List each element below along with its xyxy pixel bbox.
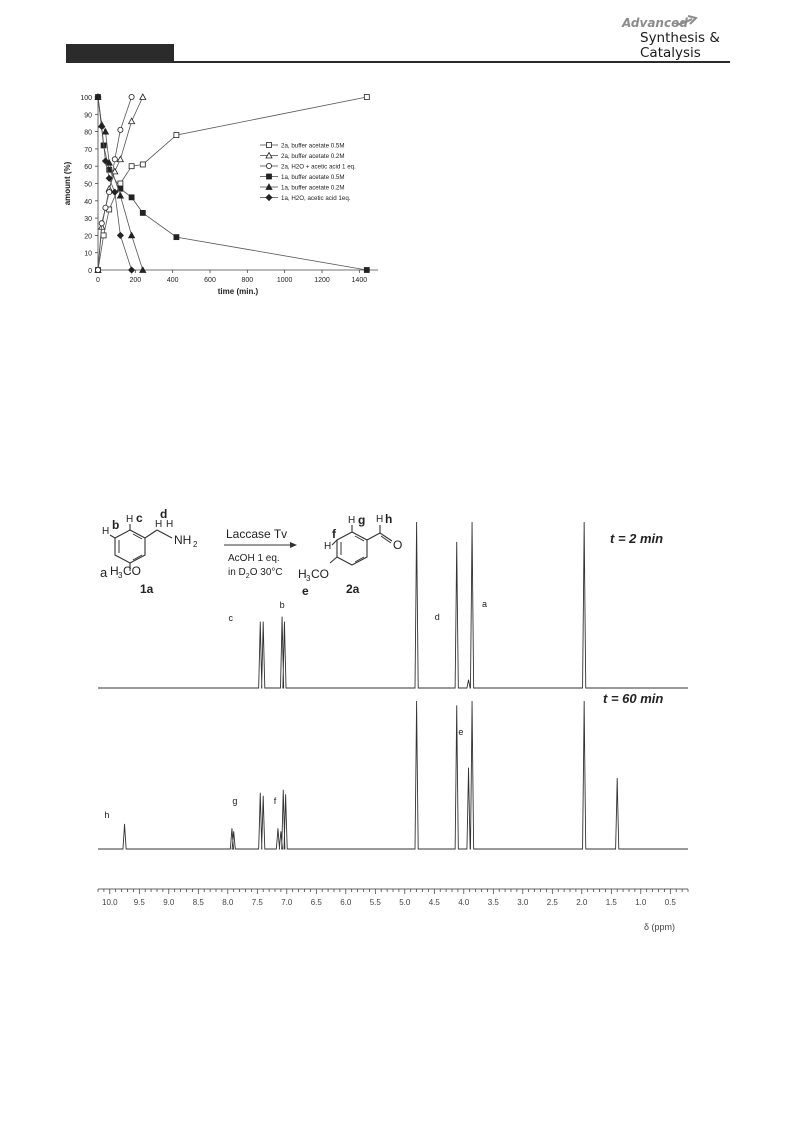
nmr-spectrum-2 (98, 701, 688, 849)
header-bar (66, 44, 174, 61)
y-tick-label: 20 (84, 233, 92, 241)
series-1 (96, 95, 370, 273)
label-a: a (100, 565, 108, 580)
ppm-tick-label: 9.0 (163, 898, 175, 907)
substrate-h-d2: H (166, 519, 174, 530)
product-label: 2a (346, 582, 360, 596)
reaction-scheme (100, 507, 402, 598)
label-d-scheme: d (160, 507, 168, 521)
data-point (112, 189, 118, 195)
product-h-g: H (348, 515, 356, 526)
peak-label-h: h (104, 810, 110, 820)
data-point (129, 94, 134, 99)
bond (110, 535, 115, 538)
x-tick-label: 1000 (276, 277, 293, 284)
ppm-tick-label: 3.5 (487, 898, 499, 907)
logo-arrow-icon (675, 14, 699, 28)
x-tick-label: 1200 (314, 277, 330, 284)
reagent-label: Laccase Tv (226, 527, 288, 541)
ppm-tick-label: 8.5 (192, 898, 204, 907)
series-line (98, 97, 367, 270)
ppm-tick-label: 6.5 (310, 898, 322, 907)
ppm-tick-label: 7.0 (281, 898, 293, 907)
legend-label: 2a, buffer acetate 0.2M (281, 153, 345, 160)
double-bond (133, 534, 142, 539)
kinetics-chart (60, 85, 400, 310)
nmr-spectra (98, 522, 688, 932)
substrate-h-b: H (102, 526, 110, 537)
peak-label-a: a (481, 599, 487, 609)
data-point (117, 193, 123, 199)
ppm-tick-label: 4.0 (458, 898, 470, 907)
logo-line-synthesis: Synthesis & (640, 30, 720, 46)
logo-line-advanced: Advanced (622, 16, 688, 30)
y-tick-label: 100 (80, 95, 92, 102)
ppm-tick-label: 4.5 (428, 898, 440, 907)
x-axis-label: time (min.) (217, 287, 259, 296)
time-label-2min: t = 2 min (610, 531, 664, 546)
peak-label-b: b (279, 600, 285, 610)
ppm-tick-label: 5.0 (399, 898, 411, 907)
label-h-scheme: h (385, 512, 393, 526)
data-point (112, 157, 117, 162)
series-6 (95, 94, 135, 273)
product-h-h: H (376, 514, 384, 525)
label-g-scheme: g (358, 513, 366, 527)
peak-label-g: g (232, 796, 238, 806)
y-tick-label: 30 (84, 216, 92, 224)
product-methoxy-co: CO (311, 567, 329, 581)
legend-label: 2a, H2O + acetic acid 1 eq. (281, 163, 356, 171)
ppm-tick-label: 10.0 (102, 898, 118, 907)
data-point (140, 94, 146, 100)
peak-label-e: e (458, 727, 464, 737)
legend-label: 2a, buffer acetate 0.5M (281, 142, 345, 150)
data-point (266, 195, 272, 201)
ppm-tick-label: 1.5 (605, 898, 617, 907)
data-point (101, 233, 106, 238)
label-e-scheme: e (302, 584, 309, 598)
y-tick-label: 40 (84, 198, 92, 206)
data-point (267, 143, 272, 148)
peak-label-f: f (273, 796, 277, 806)
substrate-amine: NH (174, 533, 192, 547)
ppm-tick-label: 5.5 (369, 898, 381, 907)
reaction-arrowhead (290, 542, 297, 548)
y-tick-label: 50 (84, 181, 92, 189)
y-tick-label: 90 (84, 112, 92, 120)
substrate-methoxy-co: CO (123, 564, 141, 578)
data-point (118, 127, 123, 132)
data-point (140, 162, 145, 167)
data-point (174, 133, 179, 138)
ppm-tick-label: 9.5 (133, 898, 145, 907)
y-axis-label: amount (%) (63, 161, 72, 206)
y-tick-label: 80 (84, 129, 92, 137)
data-point (95, 267, 100, 272)
ppm-tick-label: 2.5 (546, 898, 558, 907)
data-point (129, 267, 135, 273)
y-tick-label: 0 (88, 268, 92, 275)
ppm-tick-label: 6.0 (340, 898, 352, 907)
journal-logo (620, 12, 735, 62)
substrate-h-d1: H (155, 519, 163, 530)
ppm-tick-label: 1.0 (635, 898, 647, 907)
y-tick-label: 10 (84, 250, 92, 258)
legend-label: 1a, buffer acetate 0.5M (281, 174, 345, 181)
label-c-scheme: c (136, 511, 143, 525)
data-point (364, 268, 369, 273)
substrate-amine-sub: 2 (193, 540, 198, 549)
x-tick-label: 200 (129, 277, 142, 284)
data-point (267, 174, 272, 179)
substrate-h-c: H (126, 514, 134, 525)
time-label-60min: t = 60 min (603, 691, 664, 706)
x-tick-label: 0 (96, 277, 100, 284)
product-methoxy-sub: 3 (306, 574, 311, 583)
bond (330, 557, 337, 563)
legend-label: 1a, buffer acetate 0.2M (281, 184, 345, 192)
data-point (129, 232, 135, 238)
ppm-tick-label: 8.0 (222, 898, 234, 907)
y-tick-label: 60 (84, 164, 92, 172)
bond (157, 530, 172, 538)
substrate-label: 1a (140, 582, 154, 596)
nmr-figure (90, 505, 730, 940)
data-point (102, 129, 108, 135)
data-point (117, 232, 123, 238)
label-b-scheme: b (112, 518, 120, 532)
peak-label-d: d (434, 612, 440, 622)
product-oxygen: O (393, 538, 403, 552)
series-line (98, 97, 132, 270)
data-point (364, 95, 369, 100)
ppm-tick-label: 0.5 (664, 898, 676, 907)
product-methoxy-h: H (298, 567, 307, 581)
x-tick-label: 600 (204, 277, 216, 284)
data-point (107, 190, 112, 195)
x-tick-label: 1400 (351, 277, 368, 284)
logo-line-catalysis: Catalysis (640, 45, 701, 61)
ppm-axis-label: δ (ppm) (644, 922, 676, 932)
data-point (99, 221, 104, 226)
conditions-line2: in $D_2O$ 30°C (228, 567, 283, 580)
x-tick-label: 800 (241, 277, 254, 284)
data-point (129, 195, 134, 200)
conditions-line1: AcOH 1 eq. (228, 553, 280, 564)
ppm-tick-label: 2.0 (576, 898, 588, 907)
substrate-methoxy-h: H (110, 564, 119, 578)
bond (145, 530, 157, 538)
label-f-scheme: f (332, 527, 336, 541)
double-bond (355, 536, 364, 541)
legend-label: 1a, H2O, acetic acid 1eq. (281, 195, 351, 202)
product-h-f: H (324, 541, 332, 552)
y-tick-label: 70 (84, 146, 92, 154)
data-point (129, 118, 135, 124)
series-line (98, 97, 367, 270)
x-tick-label: 400 (166, 277, 179, 284)
data-point (103, 205, 108, 210)
peak-label-c: c (228, 613, 233, 623)
data-point (174, 235, 179, 240)
series-4 (96, 95, 370, 273)
ppm-tick-label: 7.5 (251, 898, 263, 907)
bond (367, 533, 380, 540)
data-point (266, 163, 271, 168)
data-point (140, 210, 145, 215)
substrate-methoxy-sub: 3 (118, 571, 123, 580)
series-line (98, 97, 132, 270)
data-point (117, 156, 123, 162)
ppm-tick-label: 3.0 (517, 898, 529, 907)
data-point (129, 164, 134, 169)
